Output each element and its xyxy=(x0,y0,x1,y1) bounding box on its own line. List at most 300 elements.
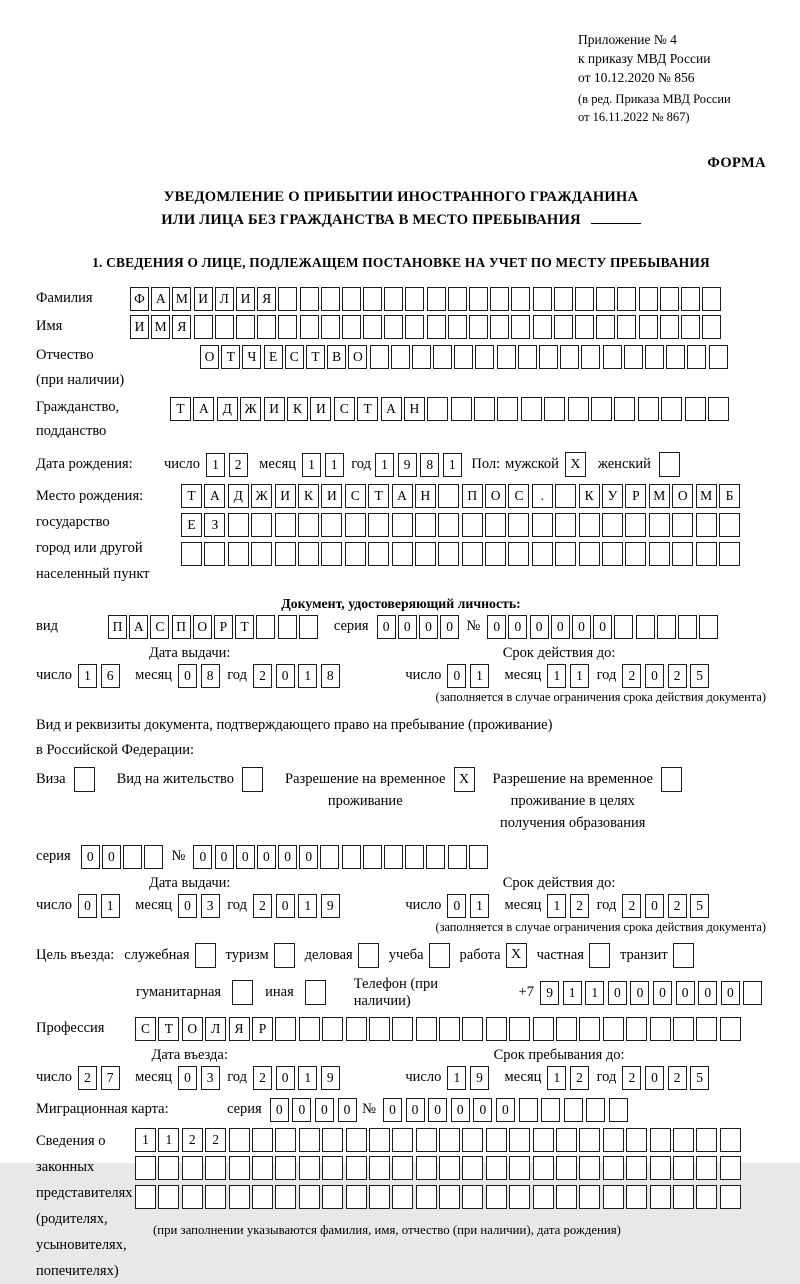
char-box[interactable]: 0 xyxy=(383,1098,402,1122)
char-box[interactable]: 0 xyxy=(676,981,695,1005)
char-box[interactable] xyxy=(617,287,636,311)
char-box[interactable] xyxy=(743,981,762,1005)
char-box[interactable] xyxy=(614,615,633,639)
char-box[interactable] xyxy=(696,1156,717,1180)
char-box[interactable]: Н xyxy=(404,397,425,421)
char-box[interactable]: К xyxy=(287,397,308,421)
char-box[interactable]: 1 xyxy=(547,894,566,918)
char-box[interactable] xyxy=(448,315,467,339)
char-box[interactable] xyxy=(229,1156,250,1180)
purpose-tourism-checkbox[interactable] xyxy=(274,943,295,968)
char-box[interactable]: Ф xyxy=(130,287,149,311)
char-box[interactable]: Т xyxy=(170,397,191,421)
char-box[interactable]: 0 xyxy=(508,615,527,639)
char-box[interactable] xyxy=(278,287,297,311)
char-box[interactable]: Р xyxy=(214,615,233,639)
char-box[interactable]: 1 xyxy=(570,664,589,688)
char-box[interactable] xyxy=(720,1156,741,1180)
char-box[interactable] xyxy=(439,1128,460,1152)
char-box[interactable] xyxy=(639,315,658,339)
char-box[interactable]: 0 xyxy=(278,845,297,869)
char-box[interactable]: 0 xyxy=(496,1098,515,1122)
char-box[interactable]: 0 xyxy=(78,894,97,918)
char-box[interactable] xyxy=(369,1156,390,1180)
char-box[interactable] xyxy=(299,1185,320,1209)
char-box[interactable] xyxy=(533,1128,554,1152)
char-box[interactable]: М xyxy=(696,484,717,508)
char-box[interactable] xyxy=(451,397,472,421)
char-box[interactable] xyxy=(416,1128,437,1152)
char-box[interactable] xyxy=(405,287,424,311)
char-box[interactable] xyxy=(596,315,615,339)
char-box[interactable] xyxy=(696,1128,717,1152)
char-box[interactable] xyxy=(236,315,255,339)
char-box[interactable] xyxy=(228,542,249,566)
char-box[interactable]: В xyxy=(327,345,346,369)
char-box[interactable] xyxy=(497,345,516,369)
char-box[interactable] xyxy=(412,345,431,369)
char-box[interactable] xyxy=(650,1128,671,1152)
char-box[interactable] xyxy=(392,1017,413,1041)
char-box[interactable] xyxy=(342,845,361,869)
char-box[interactable] xyxy=(363,287,382,311)
char-box[interactable]: Е xyxy=(181,513,202,537)
char-box[interactable]: П xyxy=(108,615,127,639)
char-box[interactable]: Л xyxy=(205,1017,226,1041)
char-box[interactable] xyxy=(596,287,615,311)
char-box[interactable] xyxy=(342,287,361,311)
char-box[interactable]: 0 xyxy=(406,1098,425,1122)
char-box[interactable] xyxy=(650,1156,671,1180)
char-box[interactable] xyxy=(368,542,389,566)
char-box[interactable]: А xyxy=(381,397,402,421)
char-box[interactable] xyxy=(462,1156,483,1180)
char-box[interactable] xyxy=(624,345,643,369)
char-box[interactable] xyxy=(275,513,296,537)
char-box[interactable] xyxy=(369,1185,390,1209)
char-box[interactable]: А xyxy=(193,397,214,421)
char-box[interactable] xyxy=(427,315,446,339)
char-box[interactable] xyxy=(490,315,509,339)
char-box[interactable] xyxy=(575,287,594,311)
char-box[interactable] xyxy=(384,287,403,311)
char-box[interactable]: 2 xyxy=(668,894,687,918)
char-box[interactable]: 2 xyxy=(229,453,248,477)
char-box[interactable] xyxy=(687,345,706,369)
char-box[interactable]: А xyxy=(129,615,148,639)
char-box[interactable]: 1 xyxy=(298,1066,317,1090)
char-box[interactable] xyxy=(660,287,679,311)
char-box[interactable] xyxy=(533,315,552,339)
char-box[interactable]: О xyxy=(672,484,693,508)
char-box[interactable] xyxy=(346,1017,367,1041)
char-box[interactable] xyxy=(405,315,424,339)
char-box[interactable] xyxy=(363,845,382,869)
char-box[interactable] xyxy=(299,615,318,639)
purpose-work-checkbox[interactable]: X xyxy=(506,943,527,968)
char-box[interactable]: О xyxy=(193,615,212,639)
char-box[interactable] xyxy=(123,845,142,869)
char-box[interactable]: И xyxy=(264,397,285,421)
char-box[interactable]: 0 xyxy=(215,845,234,869)
char-box[interactable] xyxy=(427,287,446,311)
char-box[interactable]: 0 xyxy=(593,615,612,639)
char-box[interactable]: Т xyxy=(357,397,378,421)
char-box[interactable]: 0 xyxy=(428,1098,447,1122)
char-box[interactable]: 1 xyxy=(158,1128,179,1152)
char-box[interactable] xyxy=(416,1156,437,1180)
char-box[interactable] xyxy=(579,513,600,537)
char-box[interactable] xyxy=(392,1156,413,1180)
char-box[interactable] xyxy=(539,345,558,369)
char-box[interactable] xyxy=(182,1185,203,1209)
char-box[interactable] xyxy=(251,542,272,566)
char-box[interactable] xyxy=(719,542,740,566)
char-box[interactable] xyxy=(369,1128,390,1152)
char-box[interactable]: Я xyxy=(172,315,191,339)
char-box[interactable]: Т xyxy=(235,615,254,639)
char-box[interactable]: 0 xyxy=(653,981,672,1005)
char-box[interactable]: 0 xyxy=(721,981,740,1005)
char-box[interactable]: Ж xyxy=(251,484,272,508)
char-box[interactable] xyxy=(591,397,612,421)
char-box[interactable] xyxy=(346,1128,367,1152)
char-box[interactable] xyxy=(541,1098,560,1122)
char-box[interactable] xyxy=(544,397,565,421)
char-box[interactable]: 0 xyxy=(451,1098,470,1122)
char-box[interactable]: 5 xyxy=(690,1066,709,1090)
char-box[interactable]: О xyxy=(182,1017,203,1041)
char-box[interactable] xyxy=(346,1185,367,1209)
char-box[interactable]: 0 xyxy=(447,664,466,688)
char-box[interactable] xyxy=(433,345,452,369)
residence-permit-checkbox[interactable] xyxy=(242,767,263,792)
char-box[interactable] xyxy=(448,845,467,869)
char-box[interactable] xyxy=(673,1128,694,1152)
char-box[interactable]: С xyxy=(150,615,169,639)
char-box[interactable]: 2 xyxy=(570,894,589,918)
char-box[interactable] xyxy=(639,287,658,311)
char-box[interactable] xyxy=(252,1156,273,1180)
char-box[interactable]: 1 xyxy=(302,453,321,477)
char-box[interactable] xyxy=(384,845,403,869)
char-box[interactable] xyxy=(673,1156,694,1180)
char-box[interactable] xyxy=(485,542,506,566)
char-box[interactable] xyxy=(322,1185,343,1209)
char-box[interactable] xyxy=(439,1185,460,1209)
char-box[interactable]: И xyxy=(310,397,331,421)
char-box[interactable]: Т xyxy=(158,1017,179,1041)
char-box[interactable] xyxy=(300,287,319,311)
char-box[interactable]: 1 xyxy=(298,894,317,918)
char-box[interactable] xyxy=(275,1185,296,1209)
char-box[interactable] xyxy=(626,1017,647,1041)
char-box[interactable] xyxy=(275,1156,296,1180)
char-box[interactable] xyxy=(720,1017,741,1041)
char-box[interactable] xyxy=(298,542,319,566)
char-box[interactable]: 2 xyxy=(205,1128,226,1152)
char-box[interactable] xyxy=(581,345,600,369)
char-box[interactable] xyxy=(511,287,530,311)
char-box[interactable] xyxy=(251,513,272,537)
char-box[interactable] xyxy=(486,1128,507,1152)
char-box[interactable]: О xyxy=(200,345,219,369)
char-box[interactable] xyxy=(215,315,234,339)
char-box[interactable] xyxy=(454,345,473,369)
char-box[interactable]: 9 xyxy=(321,894,340,918)
char-box[interactable]: 2 xyxy=(182,1128,203,1152)
char-box[interactable]: 2 xyxy=(78,1066,97,1090)
char-box[interactable]: П xyxy=(172,615,191,639)
char-box[interactable] xyxy=(257,315,276,339)
char-box[interactable]: 0 xyxy=(572,615,591,639)
char-box[interactable]: 1 xyxy=(547,1066,566,1090)
char-box[interactable]: 8 xyxy=(420,453,439,477)
char-box[interactable]: 5 xyxy=(690,664,709,688)
char-box[interactable]: С xyxy=(285,345,304,369)
char-box[interactable] xyxy=(638,397,659,421)
char-box[interactable]: 3 xyxy=(201,1066,220,1090)
char-box[interactable] xyxy=(533,1185,554,1209)
char-box[interactable]: 1 xyxy=(375,453,394,477)
char-box[interactable] xyxy=(405,845,424,869)
char-box[interactable]: П xyxy=(462,484,483,508)
char-box[interactable] xyxy=(275,1128,296,1152)
char-box[interactable] xyxy=(568,397,589,421)
char-box[interactable] xyxy=(158,1156,179,1180)
char-box[interactable]: 2 xyxy=(570,1066,589,1090)
purpose-private-checkbox[interactable] xyxy=(589,943,610,968)
char-box[interactable] xyxy=(603,1156,624,1180)
char-box[interactable]: М xyxy=(649,484,670,508)
char-box[interactable] xyxy=(556,1017,577,1041)
char-box[interactable] xyxy=(320,845,339,869)
char-box[interactable] xyxy=(709,345,728,369)
char-box[interactable]: 0 xyxy=(551,615,570,639)
char-box[interactable] xyxy=(696,1185,717,1209)
char-box[interactable] xyxy=(564,1098,583,1122)
char-box[interactable] xyxy=(650,1185,671,1209)
char-box[interactable] xyxy=(369,1017,390,1041)
char-box[interactable]: 8 xyxy=(201,664,220,688)
char-box[interactable] xyxy=(579,1128,600,1152)
char-box[interactable] xyxy=(370,345,389,369)
char-box[interactable]: 0 xyxy=(377,615,396,639)
char-box[interactable] xyxy=(533,287,552,311)
char-box[interactable] xyxy=(469,315,488,339)
char-box[interactable] xyxy=(469,845,488,869)
char-box[interactable] xyxy=(660,315,679,339)
char-box[interactable] xyxy=(579,542,600,566)
char-box[interactable] xyxy=(321,542,342,566)
char-box[interactable] xyxy=(672,513,693,537)
char-box[interactable] xyxy=(135,1185,156,1209)
char-box[interactable]: 2 xyxy=(622,664,641,688)
char-box[interactable]: 0 xyxy=(299,845,318,869)
char-box[interactable] xyxy=(560,345,579,369)
char-box[interactable]: Е xyxy=(264,345,283,369)
char-box[interactable] xyxy=(555,513,576,537)
char-box[interactable] xyxy=(645,345,664,369)
purpose-study-checkbox[interactable] xyxy=(429,943,450,968)
char-box[interactable]: 1 xyxy=(447,1066,466,1090)
char-box[interactable] xyxy=(533,1017,554,1041)
char-box[interactable] xyxy=(278,615,297,639)
char-box[interactable] xyxy=(462,542,483,566)
char-box[interactable] xyxy=(486,1156,507,1180)
char-box[interactable] xyxy=(322,1156,343,1180)
char-box[interactable]: 0 xyxy=(178,1066,197,1090)
education-permit-checkbox[interactable] xyxy=(661,767,682,792)
char-box[interactable]: 0 xyxy=(102,845,121,869)
char-box[interactable] xyxy=(462,513,483,537)
char-box[interactable] xyxy=(579,1017,600,1041)
char-box[interactable]: 3 xyxy=(201,894,220,918)
char-box[interactable]: 9 xyxy=(540,981,559,1005)
purpose-official-checkbox[interactable] xyxy=(195,943,216,968)
char-box[interactable] xyxy=(345,513,366,537)
char-box[interactable] xyxy=(509,1128,530,1152)
char-box[interactable] xyxy=(204,542,225,566)
char-box[interactable] xyxy=(158,1185,179,1209)
char-box[interactable] xyxy=(462,1017,483,1041)
char-box[interactable] xyxy=(603,1017,624,1041)
char-box[interactable] xyxy=(626,1128,647,1152)
char-box[interactable]: 0 xyxy=(236,845,255,869)
char-box[interactable]: 1 xyxy=(135,1128,156,1152)
char-box[interactable] xyxy=(617,315,636,339)
char-box[interactable]: 2 xyxy=(622,894,641,918)
char-box[interactable] xyxy=(486,1017,507,1041)
char-box[interactable] xyxy=(556,1185,577,1209)
char-box[interactable]: 0 xyxy=(81,845,100,869)
char-box[interactable] xyxy=(681,315,700,339)
char-box[interactable] xyxy=(392,1185,413,1209)
char-box[interactable] xyxy=(555,542,576,566)
char-box[interactable] xyxy=(475,345,494,369)
char-box[interactable]: 2 xyxy=(622,1066,641,1090)
char-box[interactable] xyxy=(439,1017,460,1041)
char-box[interactable] xyxy=(438,484,459,508)
char-box[interactable]: 0 xyxy=(178,894,197,918)
char-box[interactable]: 6 xyxy=(101,664,120,688)
char-box[interactable]: О xyxy=(348,345,367,369)
visa-checkbox[interactable] xyxy=(74,767,95,792)
char-box[interactable] xyxy=(299,1156,320,1180)
char-box[interactable]: 1 xyxy=(443,453,462,477)
char-box[interactable] xyxy=(720,1185,741,1209)
char-box[interactable] xyxy=(392,513,413,537)
char-box[interactable] xyxy=(300,315,319,339)
char-box[interactable] xyxy=(603,345,622,369)
char-box[interactable]: Т xyxy=(181,484,202,508)
char-box[interactable]: 1 xyxy=(563,981,582,1005)
char-box[interactable] xyxy=(229,1185,250,1209)
char-box[interactable]: И xyxy=(275,484,296,508)
char-box[interactable] xyxy=(392,1128,413,1152)
char-box[interactable]: 9 xyxy=(321,1066,340,1090)
char-box[interactable] xyxy=(474,397,495,421)
char-box[interactable]: 1 xyxy=(298,664,317,688)
char-box[interactable] xyxy=(392,542,413,566)
char-box[interactable]: 0 xyxy=(398,615,417,639)
char-box[interactable] xyxy=(609,1098,628,1122)
char-box[interactable]: С xyxy=(334,397,355,421)
char-box[interactable]: Ч xyxy=(242,345,261,369)
char-box[interactable]: 0 xyxy=(645,1066,664,1090)
char-box[interactable]: М xyxy=(151,315,170,339)
char-box[interactable]: 0 xyxy=(292,1098,311,1122)
char-box[interactable] xyxy=(719,513,740,537)
char-box[interactable]: К xyxy=(298,484,319,508)
char-box[interactable]: 1 xyxy=(470,894,489,918)
char-box[interactable]: 0 xyxy=(257,845,276,869)
char-box[interactable] xyxy=(229,1128,250,1152)
char-box[interactable] xyxy=(521,397,542,421)
char-box[interactable]: 0 xyxy=(440,615,459,639)
char-box[interactable] xyxy=(555,484,576,508)
char-box[interactable] xyxy=(614,397,635,421)
char-box[interactable]: 9 xyxy=(398,453,417,477)
char-box[interactable] xyxy=(666,345,685,369)
char-box[interactable]: 0 xyxy=(338,1098,357,1122)
char-box[interactable]: 0 xyxy=(645,894,664,918)
char-box[interactable]: 0 xyxy=(608,981,627,1005)
char-box[interactable]: 2 xyxy=(253,664,272,688)
char-box[interactable]: 0 xyxy=(276,664,295,688)
char-box[interactable] xyxy=(702,287,721,311)
char-box[interactable]: У xyxy=(602,484,623,508)
char-box[interactable]: 0 xyxy=(315,1098,334,1122)
char-box[interactable] xyxy=(415,513,436,537)
char-box[interactable] xyxy=(672,542,693,566)
char-box[interactable] xyxy=(532,542,553,566)
char-box[interactable] xyxy=(299,1017,320,1041)
char-box[interactable] xyxy=(438,542,459,566)
char-box[interactable]: 0 xyxy=(270,1098,289,1122)
char-box[interactable]: М xyxy=(172,287,191,311)
char-box[interactable]: 1 xyxy=(585,981,604,1005)
char-box[interactable]: 0 xyxy=(193,845,212,869)
char-box[interactable] xyxy=(603,1185,624,1209)
char-box[interactable]: 1 xyxy=(547,664,566,688)
char-box[interactable] xyxy=(554,287,573,311)
char-box[interactable] xyxy=(486,1185,507,1209)
char-box[interactable] xyxy=(252,1185,273,1209)
char-box[interactable] xyxy=(649,542,670,566)
char-box[interactable] xyxy=(415,542,436,566)
char-box[interactable]: 0 xyxy=(178,664,197,688)
char-box[interactable] xyxy=(556,1156,577,1180)
char-box[interactable] xyxy=(508,542,529,566)
char-box[interactable] xyxy=(275,1017,296,1041)
char-box[interactable]: 1 xyxy=(101,894,120,918)
char-box[interactable]: С xyxy=(345,484,366,508)
char-box[interactable] xyxy=(427,397,448,421)
char-box[interactable] xyxy=(696,542,717,566)
char-box[interactable] xyxy=(490,287,509,311)
purpose-other-checkbox[interactable] xyxy=(305,980,326,1005)
char-box[interactable]: С xyxy=(135,1017,156,1041)
char-box[interactable]: О xyxy=(485,484,506,508)
char-box[interactable] xyxy=(426,845,445,869)
char-box[interactable]: 2 xyxy=(253,894,272,918)
char-box[interactable] xyxy=(278,315,297,339)
char-box[interactable]: И xyxy=(194,287,213,311)
char-box[interactable] xyxy=(625,542,646,566)
char-box[interactable]: Я xyxy=(257,287,276,311)
char-box[interactable] xyxy=(384,315,403,339)
